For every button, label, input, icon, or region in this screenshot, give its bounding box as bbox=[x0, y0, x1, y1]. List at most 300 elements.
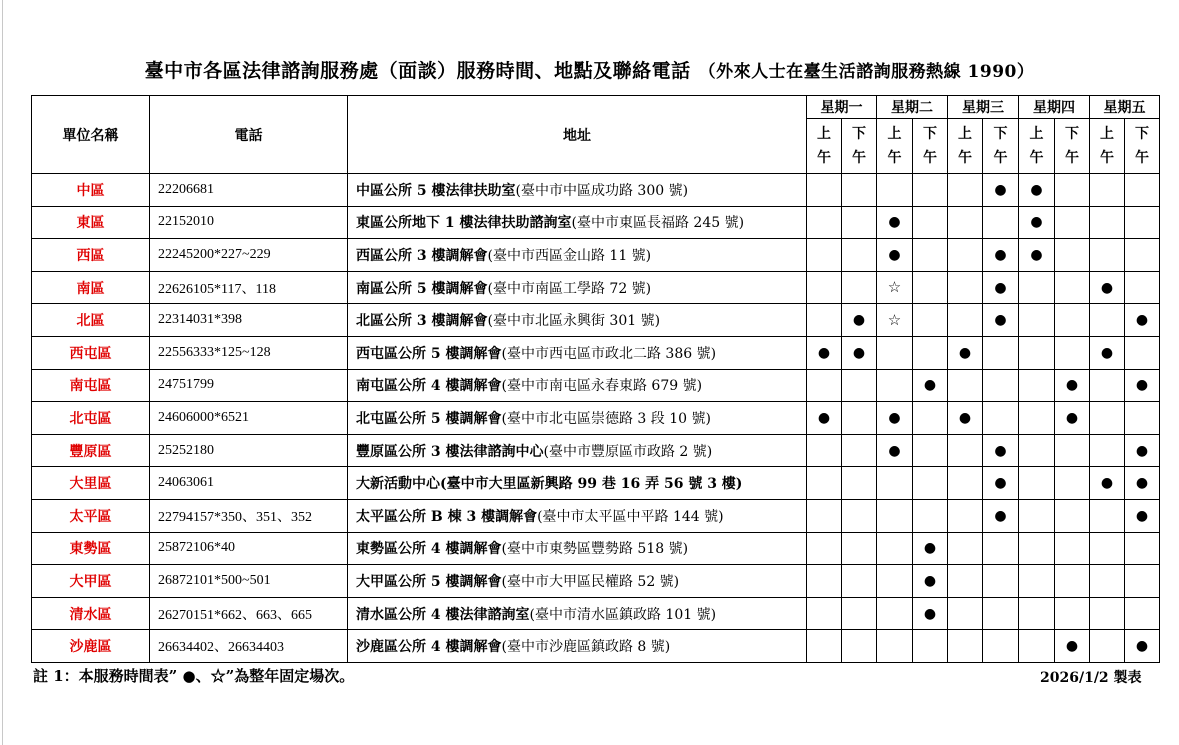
header-pm bbox=[1125, 119, 1160, 174]
time-slot-cell bbox=[842, 271, 877, 304]
venue-name: 大甲區公所 5 樓調解會 bbox=[356, 573, 502, 590]
time-slot-cell bbox=[1055, 304, 1090, 337]
district-name: 太平區 bbox=[32, 499, 150, 532]
time-slot-cell bbox=[1019, 174, 1055, 207]
filled-circle-icon: ● bbox=[1135, 377, 1149, 394]
venue-address: (臺中市西屯區市政北二路 386 號) bbox=[501, 345, 717, 362]
district-name: 北屯區 bbox=[32, 402, 150, 435]
time-slot-cell bbox=[983, 304, 1019, 337]
table-row bbox=[32, 239, 1160, 272]
time-slot-cell bbox=[1019, 532, 1055, 565]
time-slot-cell bbox=[983, 630, 1019, 663]
time-slot-cell bbox=[913, 467, 948, 500]
time-slot-cell bbox=[948, 434, 983, 467]
venue-address: (臺中市南屯區永春東路 679 號) bbox=[501, 378, 703, 395]
address-cell bbox=[348, 174, 807, 207]
filled-circle-icon: ● bbox=[958, 409, 972, 426]
time-slot-cell bbox=[877, 499, 913, 532]
time-slot-cell bbox=[1125, 467, 1160, 500]
table-row bbox=[32, 565, 1160, 598]
time-slot-cell bbox=[948, 304, 983, 337]
address-cell bbox=[348, 336, 807, 369]
time-slot-cell bbox=[1090, 336, 1125, 369]
time-slot-cell bbox=[913, 369, 948, 402]
time-slot-cell bbox=[1125, 630, 1160, 663]
filled-circle-icon: ● bbox=[888, 442, 901, 459]
time-slot-cell bbox=[948, 271, 983, 304]
filled-circle-icon: ● bbox=[1030, 246, 1043, 263]
filled-circle-icon: ● bbox=[1100, 279, 1114, 296]
time-slot-cell bbox=[842, 402, 877, 435]
time-slot-cell bbox=[948, 630, 983, 663]
phone-number: 24751799 bbox=[150, 369, 348, 402]
time-slot-cell bbox=[1019, 402, 1055, 435]
address-cell bbox=[348, 271, 807, 304]
phone-number: 26270151*662、663、665 bbox=[150, 597, 348, 630]
filled-circle-icon: ● bbox=[817, 344, 831, 361]
time-slot-cell bbox=[842, 630, 877, 663]
time-slot-cell bbox=[1019, 499, 1055, 532]
filled-circle-icon: ● bbox=[1065, 377, 1079, 394]
filled-circle-icon: ● bbox=[1135, 638, 1149, 655]
filled-circle-icon: ● bbox=[1065, 638, 1079, 655]
time-slot-cell bbox=[983, 271, 1019, 304]
schedule-body bbox=[32, 174, 1160, 663]
time-slot-cell bbox=[1019, 239, 1055, 272]
time-slot-cell bbox=[983, 597, 1019, 630]
time-slot-cell bbox=[983, 565, 1019, 598]
time-slot-cell bbox=[1055, 630, 1090, 663]
time-slot-cell bbox=[842, 499, 877, 532]
time-slot-cell bbox=[1019, 336, 1055, 369]
time-slot-cell bbox=[983, 434, 1019, 467]
time-slot-cell bbox=[807, 304, 842, 337]
time-slot-cell bbox=[1019, 304, 1055, 337]
filled-circle-icon: ● bbox=[852, 312, 866, 329]
venue-address: (臺中市南區工學路 72 號) bbox=[487, 280, 652, 297]
time-slot-cell bbox=[1019, 630, 1055, 663]
time-slot-cell bbox=[1090, 434, 1125, 467]
time-slot-cell bbox=[913, 565, 948, 598]
filled-circle-icon: ● bbox=[888, 246, 901, 263]
filled-circle-icon: ● bbox=[923, 377, 937, 394]
filled-circle-icon: ● bbox=[1030, 181, 1043, 198]
time-slot-cell bbox=[1055, 174, 1090, 207]
venue-address: (臺中市北區永興街 301 號) bbox=[487, 313, 661, 330]
venue-name: 西屯區公所 5 樓調解會 bbox=[356, 345, 502, 362]
time-slot-cell bbox=[1019, 467, 1055, 500]
phone-number: 22794157*350、351、352 bbox=[150, 499, 348, 532]
district-name: 南區 bbox=[32, 271, 150, 304]
time-slot-cell bbox=[1125, 499, 1160, 532]
time-slot-cell bbox=[1019, 206, 1055, 239]
header-am bbox=[948, 119, 983, 174]
time-slot-cell bbox=[807, 499, 842, 532]
time-slot-cell bbox=[877, 467, 913, 500]
pm-label: 下 午 bbox=[1065, 126, 1079, 166]
time-slot-cell bbox=[877, 369, 913, 402]
time-slot-cell bbox=[807, 206, 842, 239]
time-slot-cell bbox=[842, 434, 877, 467]
header-pm bbox=[913, 119, 948, 174]
time-slot-cell bbox=[877, 597, 913, 630]
time-slot-cell bbox=[983, 499, 1019, 532]
venue-address: (臺中市東區長福路 245 號) bbox=[571, 215, 745, 232]
district-name: 東區 bbox=[32, 206, 150, 239]
venue-name: 南區公所 5 樓調解會 bbox=[356, 280, 488, 297]
time-slot-cell bbox=[1090, 630, 1125, 663]
table-row bbox=[32, 532, 1160, 565]
page-title bbox=[0, 56, 1179, 83]
time-slot-cell bbox=[913, 597, 948, 630]
phone-number: 22206681 bbox=[150, 174, 348, 207]
venue-address: (臺中市西區金山路 11 號) bbox=[487, 247, 652, 264]
time-slot-cell bbox=[948, 499, 983, 532]
header-am bbox=[807, 119, 842, 174]
time-slot-cell bbox=[983, 174, 1019, 207]
time-slot-cell bbox=[913, 239, 948, 272]
time-slot-cell bbox=[948, 597, 983, 630]
time-slot-cell bbox=[807, 336, 842, 369]
address-cell bbox=[348, 206, 807, 239]
phone-number: 25252180 bbox=[150, 434, 348, 467]
title-hotline: （外來人士在臺生活諮詢服務熱線 1990） bbox=[698, 62, 1035, 82]
time-slot-cell bbox=[948, 369, 983, 402]
phone-number: 22556333*125~128 bbox=[150, 336, 348, 369]
address-cell bbox=[348, 434, 807, 467]
time-slot-cell bbox=[983, 206, 1019, 239]
time-slot-cell bbox=[1125, 174, 1160, 207]
time-slot-cell bbox=[983, 239, 1019, 272]
filled-circle-icon: ● bbox=[888, 409, 901, 426]
time-slot-cell bbox=[1125, 565, 1160, 598]
time-slot-cell bbox=[877, 304, 913, 337]
table-row bbox=[32, 434, 1160, 467]
time-slot-cell bbox=[948, 402, 983, 435]
table-row bbox=[32, 402, 1160, 435]
venue-address: (臺中市中區成功路 300 號) bbox=[515, 182, 689, 199]
time-slot-cell bbox=[1019, 597, 1055, 630]
time-slot-cell bbox=[807, 271, 842, 304]
header-pm bbox=[983, 119, 1019, 174]
header-phone: 電話 bbox=[150, 96, 348, 174]
table-row bbox=[32, 467, 1160, 500]
phone-number: 22314031*398 bbox=[150, 304, 348, 337]
venue-address: (臺中市太平區中平路 144 號) bbox=[537, 508, 724, 525]
time-slot-cell bbox=[913, 336, 948, 369]
header-pm bbox=[1055, 119, 1090, 174]
time-slot-cell bbox=[1019, 369, 1055, 402]
time-slot-cell bbox=[877, 174, 913, 207]
filled-circle-icon: ● bbox=[1030, 214, 1043, 231]
address-cell bbox=[348, 369, 807, 402]
time-slot-cell bbox=[1090, 304, 1125, 337]
district-name: 豐原區 bbox=[32, 434, 150, 467]
venue-address: (臺中市北屯區崇德路 3 段 10 號) bbox=[501, 410, 711, 427]
time-slot-cell bbox=[1090, 402, 1125, 435]
time-slot-cell bbox=[842, 565, 877, 598]
time-slot-cell bbox=[1090, 565, 1125, 598]
header-day-fri: 星期五 bbox=[1090, 96, 1160, 119]
time-slot-cell bbox=[913, 174, 948, 207]
time-slot-cell bbox=[948, 174, 983, 207]
time-slot-cell bbox=[913, 402, 948, 435]
time-slot-cell bbox=[948, 239, 983, 272]
time-slot-cell bbox=[842, 304, 877, 337]
filled-circle-icon: ● bbox=[994, 279, 1007, 296]
time-slot-cell bbox=[1090, 532, 1125, 565]
filled-circle-icon: ● bbox=[1100, 344, 1114, 361]
time-slot-cell bbox=[1019, 565, 1055, 598]
time-slot-cell bbox=[877, 532, 913, 565]
filled-circle-icon: ● bbox=[1135, 475, 1149, 492]
time-slot-cell bbox=[1055, 467, 1090, 500]
time-slot-cell bbox=[1055, 565, 1090, 598]
time-slot-cell bbox=[842, 239, 877, 272]
time-slot-cell bbox=[948, 336, 983, 369]
time-slot-cell bbox=[877, 565, 913, 598]
venue-name: 中區公所 5 樓法律扶助室 bbox=[356, 182, 516, 199]
address-cell bbox=[348, 402, 807, 435]
table-row bbox=[32, 271, 1160, 304]
time-slot-cell bbox=[1055, 597, 1090, 630]
time-slot-cell bbox=[913, 532, 948, 565]
filled-circle-icon: ● bbox=[958, 344, 972, 361]
time-slot-cell bbox=[842, 336, 877, 369]
time-slot-cell bbox=[983, 402, 1019, 435]
filled-circle-icon: ● bbox=[994, 475, 1007, 492]
header-address: 地址 bbox=[348, 96, 807, 174]
header-day-thu: 星期四 bbox=[1019, 96, 1090, 119]
venue-name: 北區公所 3 樓調解會 bbox=[356, 313, 488, 330]
am-label: 上 午 bbox=[817, 126, 831, 166]
venue-name: 西區公所 3 樓調解會 bbox=[356, 247, 488, 264]
time-slot-cell bbox=[1090, 206, 1125, 239]
filled-circle-icon: ● bbox=[994, 312, 1007, 329]
venue-address: (臺中市沙鹿區鎮政路 8 號) bbox=[501, 639, 671, 656]
filled-circle-icon: ● bbox=[923, 605, 937, 622]
time-slot-cell bbox=[877, 239, 913, 272]
pm-label: 下 午 bbox=[923, 126, 937, 166]
venue-name: 清水區公所 4 樓法律諮詢室 bbox=[356, 606, 530, 623]
venue-name: 大新活動中心(臺中市大里區新興路 99 巷 16 弄 56 號 3 樓) bbox=[356, 476, 743, 493]
time-slot-cell bbox=[842, 532, 877, 565]
table-row bbox=[32, 174, 1160, 207]
time-slot-cell bbox=[948, 565, 983, 598]
table-row bbox=[32, 499, 1160, 532]
time-slot-cell bbox=[877, 402, 913, 435]
address-cell bbox=[348, 597, 807, 630]
venue-name: 東區公所地下 1 樓法律扶助諮詢室 bbox=[356, 215, 572, 232]
header-day-tue: 星期二 bbox=[877, 96, 948, 119]
time-slot-cell bbox=[983, 532, 1019, 565]
district-name: 西區 bbox=[32, 239, 150, 272]
venue-name: 沙鹿區公所 4 樓調解會 bbox=[356, 639, 502, 656]
time-slot-cell bbox=[877, 434, 913, 467]
pm-label: 下 午 bbox=[1135, 126, 1149, 166]
filled-circle-icon: ● bbox=[888, 214, 901, 231]
pm-label: 下 午 bbox=[993, 126, 1008, 166]
time-slot-cell bbox=[807, 467, 842, 500]
phone-number: 24063061 bbox=[150, 467, 348, 500]
district-name: 大甲區 bbox=[32, 565, 150, 598]
star-icon: ☆ bbox=[887, 278, 902, 297]
time-slot-cell bbox=[1090, 499, 1125, 532]
time-slot-cell bbox=[1125, 434, 1160, 467]
table-row bbox=[32, 206, 1160, 239]
time-slot-cell bbox=[877, 271, 913, 304]
venue-address: (臺中市大甲區民權路 52 號) bbox=[501, 573, 680, 590]
address-cell bbox=[348, 630, 807, 663]
address-cell bbox=[348, 239, 807, 272]
time-slot-cell bbox=[1090, 174, 1125, 207]
filled-circle-icon: ● bbox=[994, 507, 1007, 524]
address-cell bbox=[348, 532, 807, 565]
am-label: 上 午 bbox=[958, 126, 972, 166]
district-name: 大里區 bbox=[32, 467, 150, 500]
venue-name: 東勢區公所 4 樓調解會 bbox=[356, 541, 502, 558]
time-slot-cell bbox=[1055, 206, 1090, 239]
filled-circle-icon: ● bbox=[994, 181, 1007, 198]
address-cell bbox=[348, 304, 807, 337]
district-name: 北區 bbox=[32, 304, 150, 337]
time-slot-cell bbox=[948, 206, 983, 239]
district-name: 清水區 bbox=[32, 597, 150, 630]
time-slot-cell bbox=[1019, 434, 1055, 467]
phone-number: 24606000*6521 bbox=[150, 402, 348, 435]
time-slot-cell bbox=[1055, 402, 1090, 435]
time-slot-cell bbox=[807, 630, 842, 663]
header-day-wed: 星期三 bbox=[948, 96, 1019, 119]
time-slot-cell bbox=[1125, 532, 1160, 565]
filled-circle-icon: ● bbox=[1100, 475, 1114, 492]
table-row bbox=[32, 597, 1160, 630]
time-slot-cell bbox=[877, 630, 913, 663]
filled-circle-icon: ● bbox=[852, 344, 866, 361]
venue-name: 太平區公所 B 棟 3 樓調解會 bbox=[356, 508, 538, 525]
time-slot-cell bbox=[1125, 206, 1160, 239]
schedule-table bbox=[31, 95, 1160, 663]
time-slot-cell bbox=[807, 597, 842, 630]
time-slot-cell bbox=[842, 597, 877, 630]
table-row bbox=[32, 336, 1160, 369]
time-slot-cell bbox=[1125, 304, 1160, 337]
time-slot-cell bbox=[1125, 239, 1160, 272]
time-slot-cell bbox=[807, 532, 842, 565]
time-slot-cell bbox=[1019, 271, 1055, 304]
table-row bbox=[32, 304, 1160, 337]
district-name: 南屯區 bbox=[32, 369, 150, 402]
time-slot-cell bbox=[913, 434, 948, 467]
time-slot-cell bbox=[948, 532, 983, 565]
header-row-days bbox=[32, 96, 1160, 119]
time-slot-cell bbox=[913, 206, 948, 239]
time-slot-cell bbox=[842, 369, 877, 402]
time-slot-cell bbox=[1125, 336, 1160, 369]
address-cell bbox=[348, 499, 807, 532]
time-slot-cell bbox=[1125, 597, 1160, 630]
filled-circle-icon: ● bbox=[1135, 442, 1149, 459]
phone-number: 26872101*500~501 bbox=[150, 565, 348, 598]
time-slot-cell bbox=[877, 206, 913, 239]
time-slot-cell bbox=[842, 206, 877, 239]
time-slot-cell bbox=[1125, 369, 1160, 402]
time-slot-cell bbox=[983, 467, 1019, 500]
footnote: 註 1：本服務時間表” ●、☆”為整年固定場次。 bbox=[33, 667, 355, 685]
time-slot-cell bbox=[913, 630, 948, 663]
filled-circle-icon: ● bbox=[1135, 507, 1149, 524]
district-name: 中區 bbox=[32, 174, 150, 207]
phone-number: 22245200*227~229 bbox=[150, 239, 348, 272]
time-slot-cell bbox=[913, 304, 948, 337]
time-slot-cell bbox=[807, 369, 842, 402]
time-slot-cell bbox=[1055, 532, 1090, 565]
time-slot-cell bbox=[807, 434, 842, 467]
filled-circle-icon: ● bbox=[923, 540, 937, 557]
venue-address: (臺中市東勢區豐勢路 518 號) bbox=[501, 541, 689, 558]
header-unit: 單位名稱 bbox=[32, 96, 150, 174]
time-slot-cell bbox=[807, 239, 842, 272]
time-slot-cell bbox=[913, 271, 948, 304]
address-cell bbox=[348, 467, 807, 500]
time-slot-cell bbox=[1125, 402, 1160, 435]
venue-name: 北屯區公所 5 樓調解會 bbox=[356, 410, 502, 427]
time-slot-cell bbox=[1055, 271, 1090, 304]
district-name: 西屯區 bbox=[32, 336, 150, 369]
header-pm bbox=[842, 119, 877, 174]
time-slot-cell bbox=[1125, 271, 1160, 304]
header-day-mon: 星期一 bbox=[807, 96, 877, 119]
table-row bbox=[32, 630, 1160, 663]
filled-circle-icon: ● bbox=[994, 246, 1007, 263]
venue-name: 豐原區公所 3 樓法律諮詢中心 bbox=[356, 443, 544, 460]
time-slot-cell bbox=[1055, 336, 1090, 369]
time-slot-cell bbox=[842, 174, 877, 207]
time-slot-cell bbox=[913, 499, 948, 532]
filled-circle-icon: ● bbox=[1135, 312, 1149, 329]
district-name: 沙鹿區 bbox=[32, 630, 150, 663]
time-slot-cell bbox=[983, 336, 1019, 369]
time-slot-cell bbox=[807, 402, 842, 435]
time-slot-cell bbox=[1055, 239, 1090, 272]
time-slot-cell bbox=[1055, 369, 1090, 402]
time-slot-cell bbox=[1090, 467, 1125, 500]
pm-label: 下 午 bbox=[852, 126, 866, 166]
venue-name: 南屯區公所 4 樓調解會 bbox=[356, 378, 502, 395]
time-slot-cell bbox=[948, 467, 983, 500]
address-cell bbox=[348, 565, 807, 598]
time-slot-cell bbox=[1090, 239, 1125, 272]
time-slot-cell bbox=[1090, 369, 1125, 402]
table-row bbox=[32, 369, 1160, 402]
header-am bbox=[877, 119, 913, 174]
time-slot-cell bbox=[842, 467, 877, 500]
time-slot-cell bbox=[807, 174, 842, 207]
phone-number: 26634402、26634403 bbox=[150, 630, 348, 663]
phone-number: 25872106*40 bbox=[150, 532, 348, 565]
title-text: 臺中市各區法律諮詢服務處（面談）服務時間、地點及聯絡電話 bbox=[144, 60, 691, 82]
filled-circle-icon: ● bbox=[923, 572, 937, 589]
time-slot-cell bbox=[1055, 434, 1090, 467]
filled-circle-icon: ● bbox=[817, 409, 831, 426]
filled-circle-icon: ● bbox=[1065, 409, 1079, 426]
phone-number: 22152010 bbox=[150, 206, 348, 239]
phone-number: 22626105*117、118 bbox=[150, 271, 348, 304]
time-slot-cell bbox=[1055, 499, 1090, 532]
venue-address: (臺中市清水區鎮政路 101 號) bbox=[529, 606, 717, 623]
header-am bbox=[1019, 119, 1055, 174]
district-name: 東勢區 bbox=[32, 532, 150, 565]
